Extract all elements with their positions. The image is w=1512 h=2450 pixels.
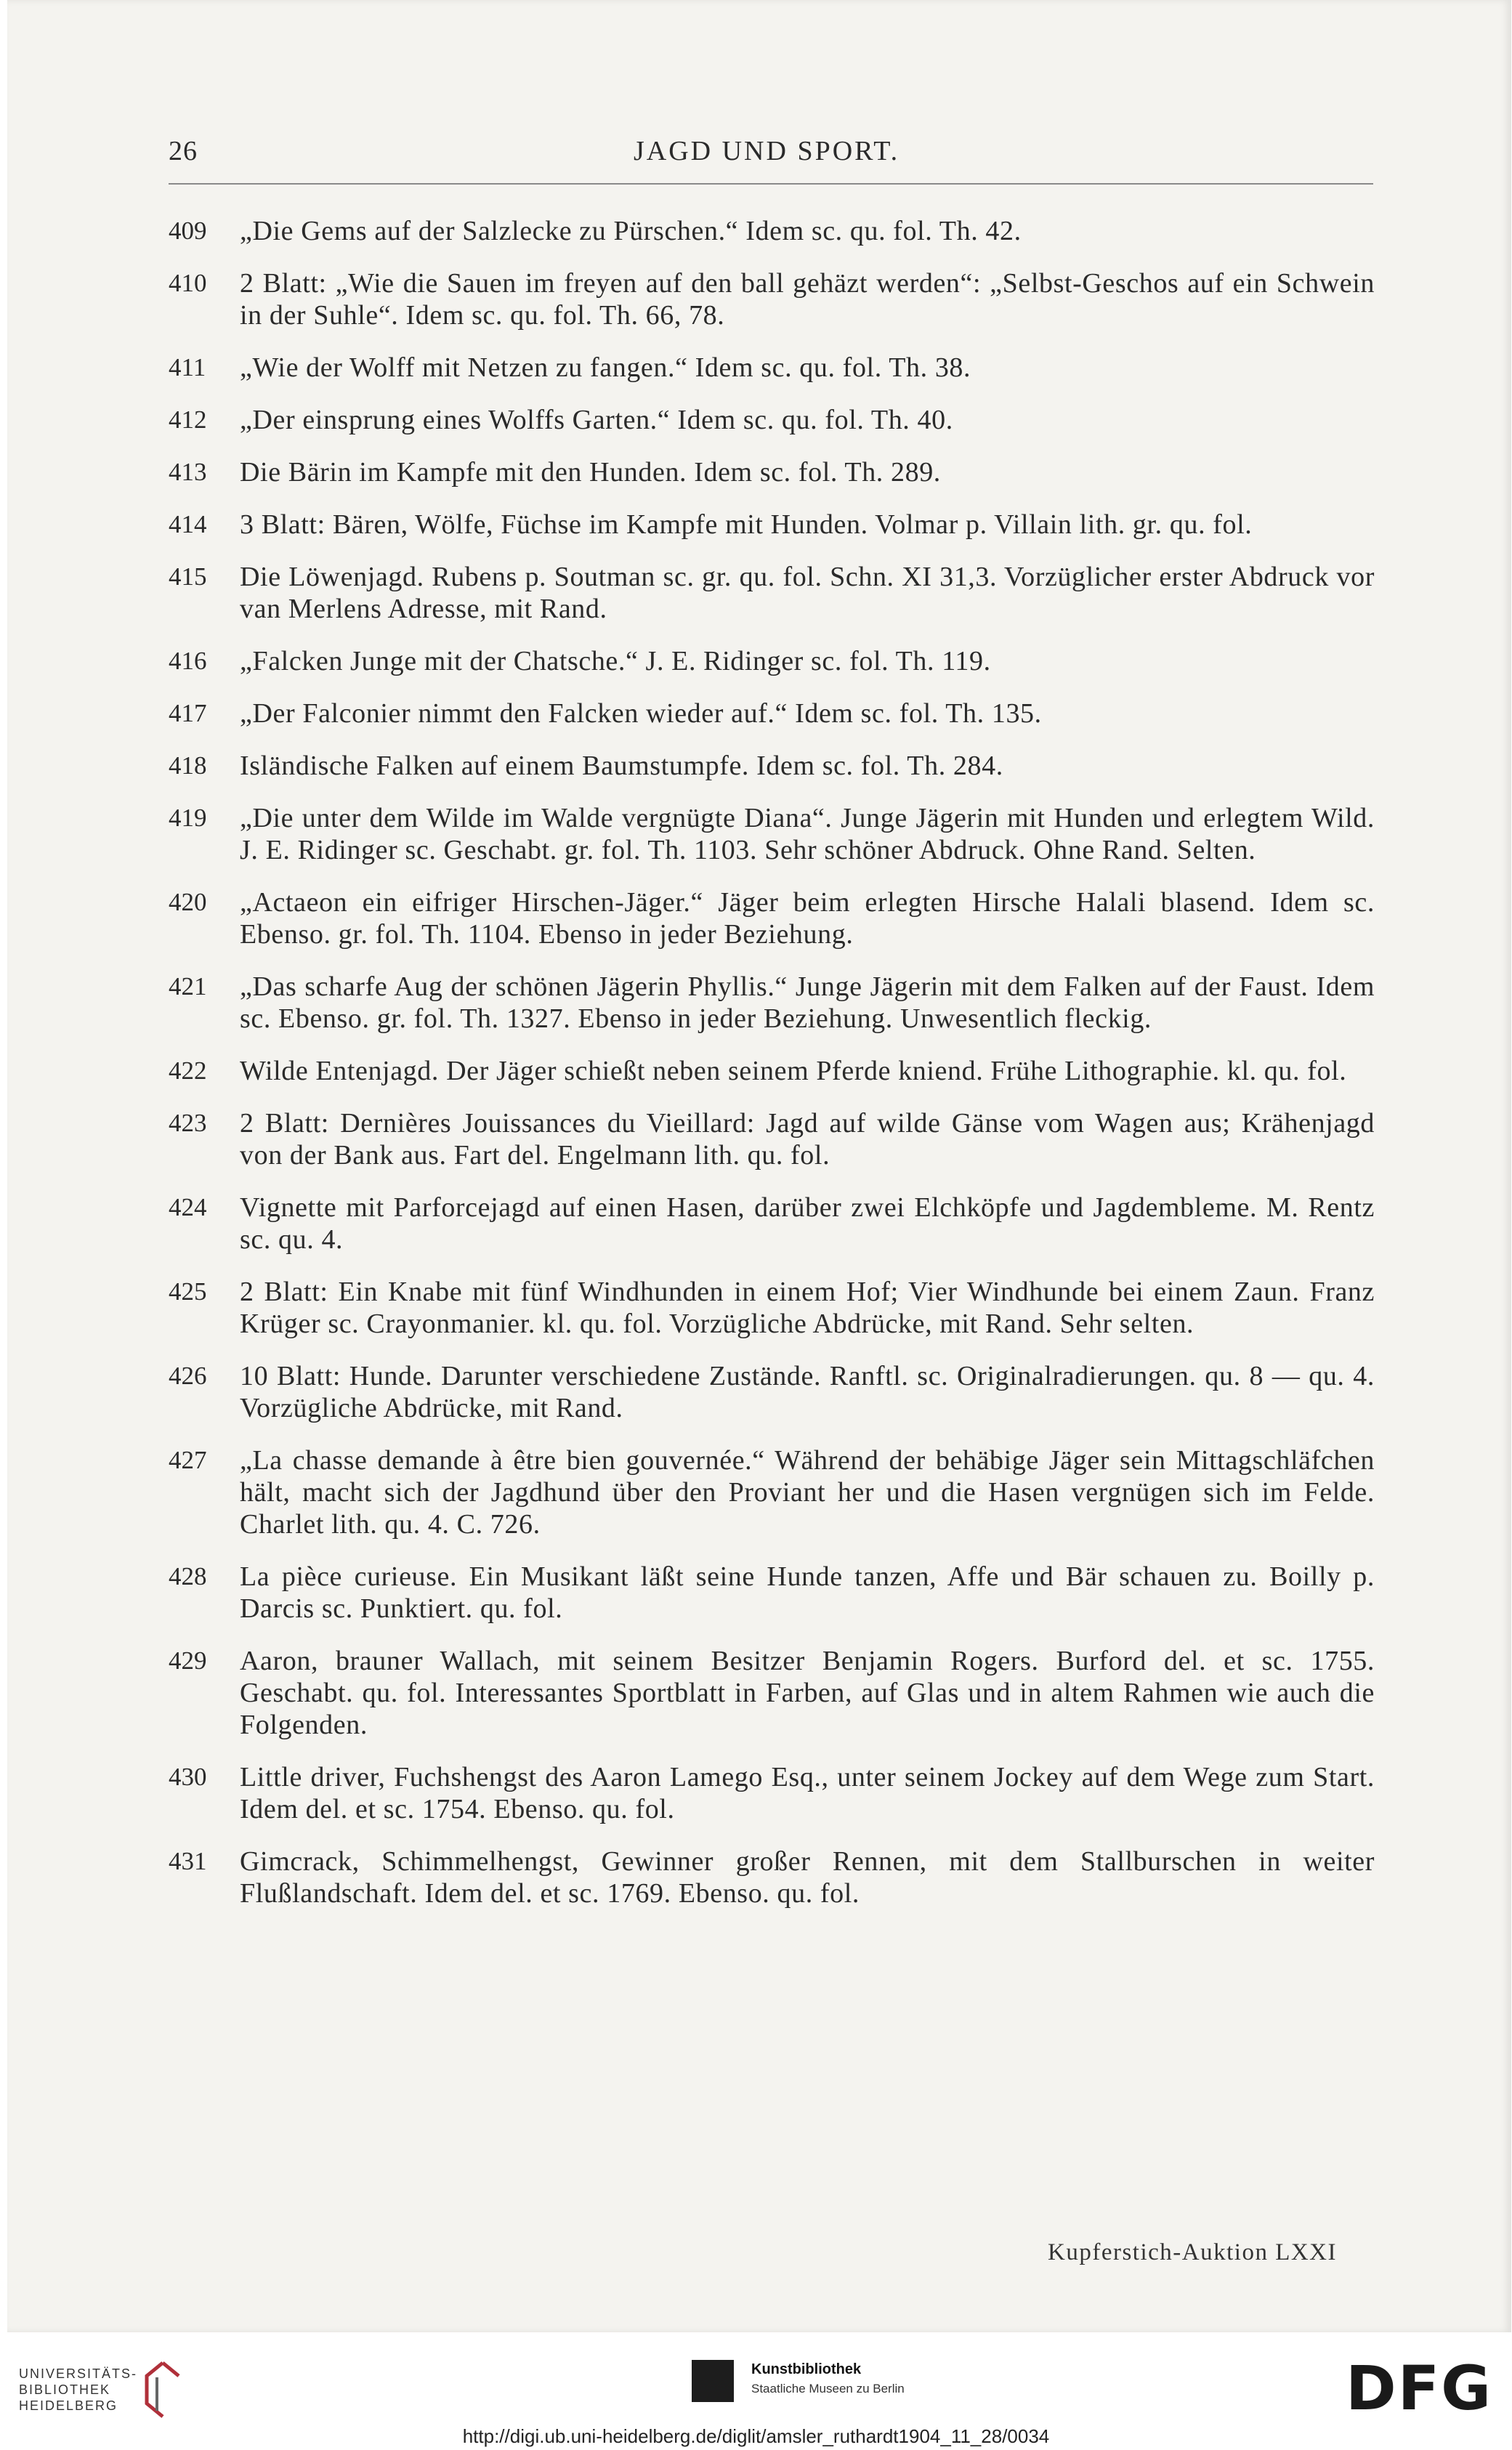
entry-number: 426 — [169, 1362, 207, 1390]
catalog-entry — [169, 645, 1375, 677]
entry-number: 413 — [169, 458, 207, 486]
catalog-entry — [169, 456, 1375, 488]
library-line-3: HEIDELBERG — [19, 2398, 118, 2413]
entry-number: 419 — [169, 804, 207, 832]
entry-text: „Wie der Wolff mit Netzen zu fangen.“ Idem sc. qu. fol. Th. 38. — [240, 352, 971, 383]
entry-number: 414 — [169, 510, 207, 538]
entry-number: 416 — [169, 647, 207, 675]
library-line-2: BIBLIOTHEK — [19, 2382, 111, 2397]
entry-text: Wilde Entenjagd. Der Jäger schießt neben seinem Pferde kniend. Frühe Lithographie. kl. qu. fol. — [240, 1056, 1347, 1086]
entry-text: Gimcrack, Schimmelhengst, Gewinner großer Rennen, mit dem Stallburschen in weiter Flußlandschaft. Idem del. et sc. 1769. Ebenso. qu. fol. — [240, 1846, 1375, 1909]
catalog-entry — [169, 1645, 1375, 1741]
entry-text: „Actaeon ein eifriger Hirschen-Jäger.“ Jäger beim erlegten Hirsche Halali blasend. Idem sc. Ebenso. gr. fol. Th. 1104. Ebenso in jeder Beziehung. — [240, 887, 1375, 950]
entry-number: 422 — [169, 1056, 207, 1085]
catalog-entry — [169, 1845, 1375, 1909]
permalink-url[interactable]: http://digi.ub.uni-heidelberg.de/diglit/amsler_ruthardt1904_11_28/0034 — [462, 2425, 1050, 2447]
entry-text: „Der einsprung eines Wolffs Garten.“ Idem sc. qu. fol. Th. 40. — [240, 405, 953, 435]
entry-text: 3 Blatt: Bären, Wölfe, Füchse im Kampfe mit Hunden. Volmar p. Villain lith. gr. qu. fol. — [240, 509, 1253, 540]
catalog-entry — [169, 698, 1375, 729]
entry-number: 418 — [169, 751, 207, 780]
entry-number: 428 — [169, 1562, 207, 1590]
catalog-entry — [169, 1192, 1375, 1256]
entry-text: „Das scharfe Aug der schönen Jägerin Phyllis.“ Junge Jägerin mit dem Falken auf der Faust. Idem sc. Ebenso. gr. fol. Th. 1327. Ebenso in jeder Beziehung. Unwesentlich fleckig. — [240, 971, 1375, 1034]
catalog-entry — [169, 1055, 1375, 1087]
entry-number: 415 — [169, 562, 207, 591]
entry-text: Die Löwenjagd. Rubens p. Soutman sc. gr. qu. fol. Schn. XI 31,3. Vorzüglicher erster Abdruck vor van Merlens Adresse, mit Rand. — [240, 562, 1375, 624]
catalog-entry — [169, 1107, 1375, 1171]
entry-text: 2 Blatt: Dernières Jouissances du Vieillard: Jagd auf wilde Gänse vom Wagen aus; Krähenjagd von der Bank aus. Fart del. Engelmann lith. qu. fol. — [240, 1108, 1375, 1171]
page-number: 26 — [169, 136, 198, 166]
catalog-entry — [169, 1444, 1375, 1540]
entry-text: Die Bärin im Kampfe mit den Hunden. Idem sc. fol. Th. 289. — [240, 457, 941, 488]
library-crest-icon — [141, 2360, 186, 2419]
entry-text: Aaron, brauner Wallach, mit seinem Besitzer Benjamin Rogers. Burford del. et sc. 1755. Geschabt. qu. fol. Interessantes Sportblatt in Farben, auf Glas und in altem Rahmen wie auch die Folgenden. — [240, 1646, 1375, 1740]
catalog-entry — [169, 1761, 1375, 1825]
entry-text: 2 Blatt: „Wie die Sauen im freyen auf den ball gehäzt werden“: „Selbst-Geschos auf ein Schwein in der Suhle“. Idem sc. qu. fol. Th. 66, 78. — [240, 268, 1375, 331]
entry-number: 417 — [169, 699, 207, 727]
catalog-entry — [169, 750, 1375, 782]
entry-number: 431 — [169, 1847, 207, 1875]
kunstbibliothek-subtitle: Staatliche Museen zu Berlin — [751, 2382, 905, 2396]
catalog-entry — [169, 404, 1375, 436]
entry-number: 425 — [169, 1277, 207, 1306]
kunstbibliothek-mark-icon — [692, 2360, 734, 2402]
catalog-entry — [169, 509, 1375, 541]
catalog-entry — [169, 886, 1375, 950]
catalog-entry — [169, 352, 1375, 384]
entry-number: 412 — [169, 405, 207, 434]
catalog-entry — [169, 802, 1375, 866]
catalog-entry — [169, 1561, 1375, 1625]
entry-text: „Der Falconier nimmt den Falcken wieder auf.“ Idem sc. fol. Th. 135. — [240, 698, 1042, 729]
header-rule — [169, 183, 1373, 185]
entry-number: 411 — [169, 353, 206, 381]
entry-text: Isländische Falken auf einem Baumstumpfe. Idem sc. fol. Th. 284. — [240, 751, 1003, 781]
entry-text: „Die Gems auf der Salzlecke zu Pürschen.“ Idem sc. qu. fol. Th. 42. — [240, 216, 1022, 246]
entry-text: 2 Blatt: Ein Knabe mit fünf Windhunden in einem Hof; Vier Windhunde bei einem Zaun. Franz Krüger sc. Crayonmanier. kl. qu. fol. Vorzügliche Abdrücke, mit Rand. Sehr selten. — [240, 1277, 1375, 1339]
entry-number: 429 — [169, 1646, 207, 1675]
catalog-entry — [169, 215, 1375, 247]
entry-text: „La chasse demande à être bien gouvernée.“ Während der behäbige Jäger sein Mittagschläfchen hält, macht sich der Jagdhund über den Proviant her und die Hasen vergnügen sich im Felde. Charlet lith. qu. 4. C. 726. — [240, 1445, 1375, 1540]
entry-number: 420 — [169, 888, 207, 916]
entry-text: 10 Blatt: Hunde. Darunter verschiedene Zustände. Ranftl. sc. Originalradierungen. qu. 8 — qu. 4. Vorzügliche Abdrücke, mit Rand. — [240, 1361, 1375, 1423]
entry-text: Little driver, Fuchshengst des Aaron Lamego Esq., unter seinem Jockey auf dem Wege zum Start. Idem del. et sc. 1754. Ebenso. qu. fol. — [240, 1762, 1375, 1824]
entry-number: 430 — [169, 1763, 207, 1791]
catalog-entry — [169, 1360, 1375, 1424]
catalog-entries — [169, 215, 1375, 1930]
entry-text: Vignette mit Parforcejagd auf einen Hasen, darüber zwei Elchköpfe und Jagdembleme. M. Rentz sc. qu. 4. — [240, 1192, 1375, 1255]
dfg-logo[interactable]: DFG — [1346, 2353, 1493, 2424]
entry-text: La pièce curieuse. Ein Musikant läßt seine Hunde tanzen, Affe und Bär schauen zu. Boilly p. Darcis sc. Punktiert. qu. fol. — [240, 1561, 1375, 1624]
entry-number: 421 — [169, 972, 207, 1000]
catalog-entry — [169, 267, 1375, 331]
entry-number: 409 — [169, 217, 207, 245]
scanned-page — [7, 0, 1511, 2332]
entry-number: 410 — [169, 269, 207, 297]
running-title: JAGD UND SPORT. — [634, 136, 900, 166]
heidelberg-library-logo[interactable] — [19, 2366, 137, 2414]
catalog-entry — [169, 561, 1375, 625]
entry-text: „Die unter dem Wilde im Walde vergnügte Diana“. Junge Jägerin mit Hunden und erlegtem Wild. J. E. Ridinger sc. Geschabt. gr. fol. Th. 1103. Sehr schöner Abdruck. Ohne Rand. Selten. — [240, 803, 1375, 865]
catalog-entry — [169, 971, 1375, 1035]
kunstbibliothek-name: Kunstbibliothek — [751, 2361, 862, 2377]
catalog-footer-note: Kupferstich-Auktion LXXI — [1048, 2239, 1338, 2265]
catalog-entry — [169, 1276, 1375, 1340]
entry-number: 423 — [169, 1109, 207, 1137]
entry-text: „Falcken Junge mit der Chatsche.“ J. E. Ridinger sc. fol. Th. 119. — [240, 646, 991, 676]
entry-number: 424 — [169, 1193, 207, 1221]
library-line-1: UNIVERSITÄTS- — [19, 2366, 138, 2381]
entry-number: 427 — [169, 1446, 207, 1474]
